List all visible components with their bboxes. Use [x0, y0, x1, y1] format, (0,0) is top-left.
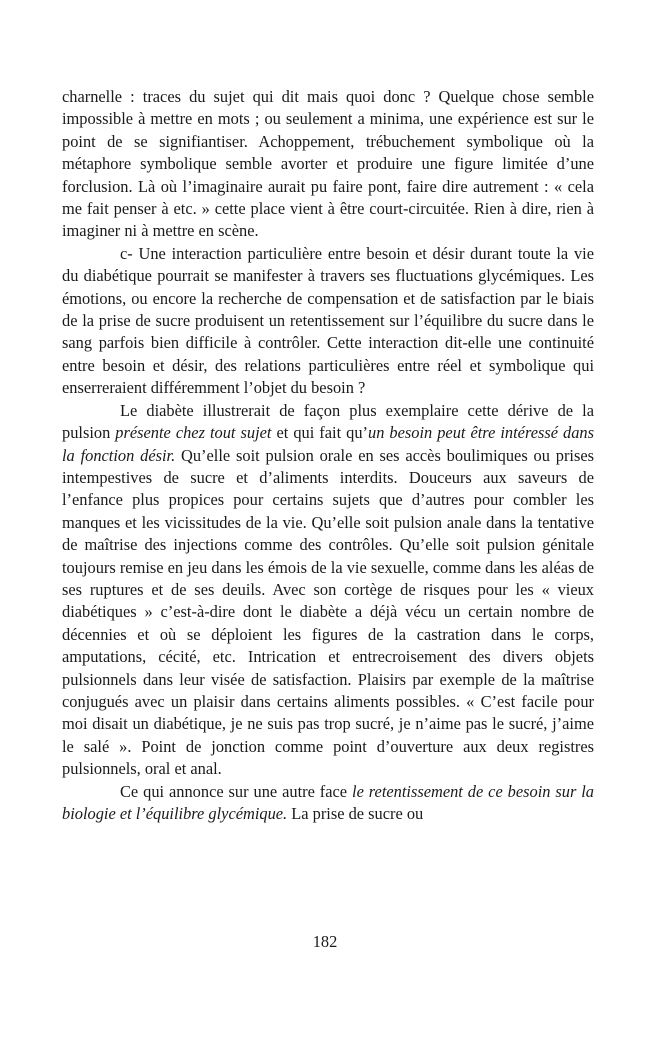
- paragraph-4-text-2: La prise de sucre ou: [287, 804, 424, 823]
- paragraph-4-text-1: Ce qui annonce sur une autre face: [120, 781, 353, 801]
- paragraph-2: c- Une interaction particulière entre besoin et désir durant toute la vie du diabétique pourrait se manifester à travers ses fluctuations glycémiques. Les émotions, ou encore la recherche de compensation et de satisfaction par le biais de la prise de sucre produisent un retentissement sur l’équilibre du sucre dans le sang parfois bien difficile à contrôler. Cette interaction dit-elle une continuité entre besoin et désir, des relations particulières entre réel et symbolique qui enserreraient différemment l’objet du besoin ?: [62, 243, 594, 398]
- paragraph-3: [62, 400, 594, 781]
- page-body: [62, 86, 594, 825]
- paragraph-4: [62, 781, 594, 826]
- paragraph-3-text-2: et qui fait qu’: [271, 423, 369, 443]
- paragraph-4-italic-1: le retentissement de ce besoin sur la biologie et l’équilibre glycémique.: [62, 781, 595, 823]
- paragraph-3-italic-1: présente chez tout sujet: [115, 423, 272, 443]
- paragraph-3-italic-2: un besoin peut être intéressé dans la fonction désir.: [62, 423, 595, 465]
- paragraph-3-text-1: Le diabète illustrerait de façon plus exemplaire cette dérive de la pulsion: [62, 400, 594, 443]
- paragraph-1: charnelle : traces du sujet qui dit mais quoi donc ? Quelque chose semble impossible à mettre en mots ; ou seulement a minima, une expérience est sur le point de se signifiantiser. Achoppement, trébuchement symbolique où la métaphore symbolique semble avorter et produire une figure limitée d’une forclusion. Là où l’imaginaire aurait pu faire pont, faire dire autrement : « cela me fait penser à etc. » cette place vient à être court-circuitée. Rien à dire, rien à imaginer ni à mettre en scène.: [62, 87, 594, 241]
- page-number: 182: [312, 932, 338, 951]
- paragraph-3-text-3: Qu’elle soit pulsion orale en ses accès boulimiques ou prises intempestives de sucre et d’aliments interdits. Douceurs aux saveurs de l’enfance plus propices pour certains sujets que d’autres pour combler les manques et les vicissitudes de la vie. Qu’elle soit pulsion anale dans la tentative de maîtrise des injections comme des contrôles. Qu’elle soit pulsion génitale toujours remise en jeu dans les émois de la vie sexuelle, comme dans les aléas de ses ruptures et de ses deuils. Avec son cortège de risques pour les « vieux diabétiques » c’est-à-dire dont le diabète a déjà vécu un certain nombre de décennies et où se déploient les figures de la castration dans le corps, amputations, cécité, etc. Intrication et entrecroisement des divers objets pulsionnels dans leur visée de satisfaction. Plaisirs par exemple de la maîtrise conjugués avec un plaisir dans certains aliments possibles. « C’est facile pour moi disait un diabétique, je ne suis pas trop sucré, je n’aime pas le sucré, j’aime le salé ». Point de jonction comme point d’ouverture aux deux registres pulsionnels, oral et anal.: [62, 445, 594, 779]
